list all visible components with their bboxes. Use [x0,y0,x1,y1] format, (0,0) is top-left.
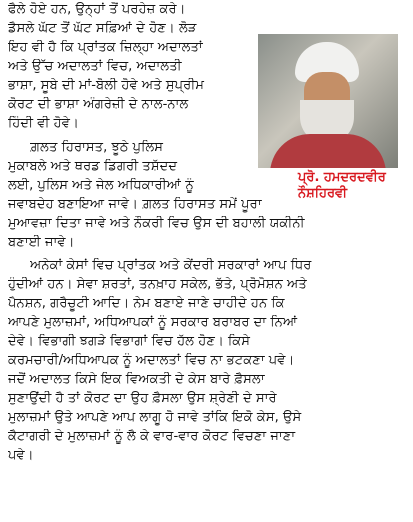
article-line-23: ਕੈਟਾਗਰੀ ਦੇ ਮੁਲਾਜ਼ਮਾਂ ਨੂੰ ਲੈ ਕੇ ਵਾਰ-ਵਾਰ ਕੋਰਟ ਵਿਚਣਾ ਜਾਣਾ [8,429,296,444]
author-name-line-2: ਨੌਸ਼ਹਿਰਵੀ [298,186,348,201]
article-line-14: ਅਨੇਕਾਂ ਕੇਸਾਂ ਵਿਚ ਪ੍ਰਾਂਤਕ ਅਤੇ ਕੇਂਦਰੀ ਸਰਕਾਰਾਂ ਆਪ ਧਿਰ [30,258,312,273]
author-caption [298,170,406,202]
article-line-6: ਕੋਰਟ ਦੀ ਭਾਸ਼ਾ ਅੰਗਰੇਜ਼ੀ ਦੇ ਨਾਲ-ਨਾਲ [8,97,189,112]
article-line-22: ਮੁਲਾਜ਼ਮਾਂ ਉਤੇ ਆਪਣੇ ਆਪ ਲਾਗੂ ਹੋ ਜਾਵੇ ਤਾਂਕਿ ਇਕੋ ਕੇਸ, ਉਸੇ [8,410,302,425]
article-line-21: ਸੁਣਾਉਂਦੀ ਹੈ ਤਾਂ ਕੋਰਟ ਦਾ ਉਹ ਫ਼ੈਸਲਾ ਉਸ ਸ਼੍ਰੇਣੀ ਦੇ ਸਾਰੇ [8,391,277,406]
article-line-3: ਇਹ ਵੀ ਹੈ ਕਿ ਪ੍ਰਾਂਤਕ ਜ਼ਿਲ੍ਹਾ ਅਦਾਲਤਾਂ [8,40,203,55]
article-line-5: ਭਾਸ਼ਾ, ਸੂਬੇ ਦੀ ਮਾਂ-ਬੋਲੀ ਹੋਵੇ ਅਤੇ ਸੁਪ੍ਰੀਮ [8,78,204,93]
article-line-16: ਪੈਨਸ਼ਨ, ਗਰੈਚੂਟੀ ਆਦਿ। ਨੇਮ ਬਣਾਏ ਜਾਣੇ ਚਾਹੀਦੇ ਹਨ ਕਿ [8,296,285,311]
article-line-8: ਗ਼ਲਤ ਹਿਰਾਸਤ, ਝੂਠੇ ਪੁਲਿਸ [30,140,164,155]
article-line-12: ਮੁਆਵਜ਼ਾ ਦਿਤਾ ਜਾਵੇ ਅਤੇ ਨੌਕਰੀ ਵਿਚ ਉਸ ਦੀ ਬਹਾਲੀ ਯਕੀਨੀ [8,216,305,231]
article-line-19: ਕਰਮਚਾਰੀ/ਅਧਿਆਪਕ ਨੂੰ ਅਦਾਲਤਾਂ ਵਿਚ ਨਾ ਭਟਕਣਾ ਪਵੇ। [8,353,295,368]
article-line-7: ਹਿੰਦੀ ਵੀ ਹੋਵੇ। [8,116,79,131]
article-line-9: ਮੁਕਾਬਲੇ ਅਤੇ ਥਰਡ ਡਿਗਰੀ ਤਸ਼ੱਦਦ [8,159,178,174]
author-photo [258,34,398,168]
article-line-4: ਅਤੇ ਉੱਚ ਅਦਾਲਤਾਂ ਵਿਚ, ਅਦਾਲਤੀ [8,59,182,74]
coat-shape [270,134,386,168]
article-line-11: ਜਵਾਬਦੇਹ ਬਣਾਇਆ ਜਾਵੇ। ਗ਼ਲਤ ਹਿਰਾਸਤ ਸਮੇਂ ਪੂਰਾ [8,197,262,212]
article-line-17: ਆਪਣੇ ਮੁਲਾਜ਼ਮਾਂ, ਅਧਿਆਪਕਾਂ ਨੂੰ ਸਰਕਾਰ ਬਰਾਬਰ ਦਾ ਨਿਆਂ [8,315,298,330]
article-line-10: ਲਈ, ਪੁਲਿਸ ਅਤੇ ਜੇਲ ਅਧਿਕਾਰੀਆਂ ਨੂੰ [8,178,194,193]
article-line-18: ਦੇਵੇ। ਵਿਭਾਗੀ ਝਗੜੇ ਵਿਭਾਗਾਂ ਵਿਚ ਹੱਲ ਹੋਣ। ਕਿਸੇ [8,334,251,349]
author-name-line-1: ਪ੍ਰੋ. ਹਮਦਰਦਵੀਰ [298,170,386,185]
article-line-1: ਫੈਲੇ ਹੋਏ ਹਨ, ਉਨ੍ਹਾਂ ਤੋਂ ਪਰਹੇਜ਼ ਕਰੇ। [8,2,186,17]
article-line-24: ਪਵੇ। [8,448,34,463]
article-line-20: ਜਦੋਂ ਅਦਾਲਤ ਕਿਸੇ ਇਕ ਵਿਅਕਤੀ ਦੇ ਕੇਸ ਬਾਰੇ ਫ਼ੈਸਲਾ [8,372,265,387]
article-line-13: ਬਣਾਈ ਜਾਵੇ। [8,235,75,250]
article-line-2: ਡੈਸਲੇ ਘੱਟ ਤੋਂ ਘੱਟ ਸਫ਼ਿਆਂ ਦੇ ਹੋਣ। ਲੋੜ [8,21,197,36]
article-line-15: ਹੁੰਦੀਆਂ ਹਨ। ਸੇਵਾ ਸ਼ਰਤਾਂ, ਤਨਖ਼ਾਹ ਸਕੇਲ, ਭੱਤੇ, ਪ੍ਰੋਮੋਸ਼ਨ ਅਤੇ [8,277,307,292]
